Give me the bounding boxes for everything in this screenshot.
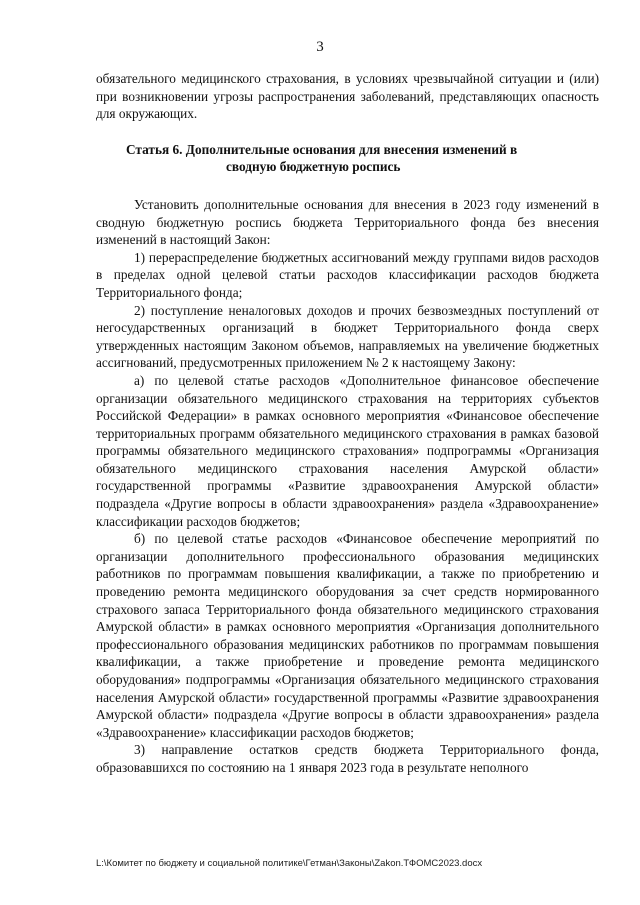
footer-file-path: L:\Комитет по бюджету и социальной политике\Гетман\Законы\Zakon.ТФОМС2023.docx — [96, 858, 483, 869]
paragraph-item-2: 2) поступление неналоговых доходов и прочих безвозмездных поступлений от негосударственных организаций в бюджет Территориального фонда сверх утвержденных настоящим Законом объемов, направляемых на увеличение бюджетных ассигнований, предусмотренных приложением № 2 к настоящему Закону: — [96, 302, 599, 371]
paragraph-intro: Установить дополнительные основания для внесения в 2023 году изменений в сводную бюджетную роспись бюджета Территориального фонда без внесения изменений в настоящий Закон: — [96, 196, 599, 248]
article-heading — [96, 141, 599, 176]
article-heading-line1: Статья 6. Дополнительные основания для внесения изменений в — [126, 141, 518, 157]
paragraph-item-1: 1) перераспределение бюджетных ассигнований между группами видов расходов в пределах одной целевой статьи расходов классификации расходов бюджета Территориального фонда; — [96, 249, 599, 300]
paragraph-item-2b: б) по целевой статье расходов «Финансовое обеспечение мероприятий по организации дополнительного профессионального образования медицинских работников по программам повышения квалификации, а также по приобретению и проведению ремонта медицинского оборудования за счет средств нормированного страхового запаса Территориального фонда обязательного медицинского страхования Амурской области» в рамках основного мероприятия «Организация дополнительного профессионального образования медицинских работников по программам повышения квалификации, а также приобретение и проведение ремонта медицинского оборудования» подпрограммы «Организация обязательного медицинского страхования населения Амурской области» государственной программы «Развитие здравоохранения Амурской области» подраздела «Другие вопросы в области здравоохранения» раздела «Здравоохранение» классификации расходов бюджетов; — [96, 531, 599, 740]
document-body — [96, 70, 599, 777]
paragraph-continued: обязательного медицинского страхования, в условиях чрезвычайной ситуации и (или) при возникновении угрозы распространения заболеваний, представляющих опасность для окружающих. — [96, 71, 599, 122]
paragraph-item-3: 3) направление остатков средств бюджета Территориального фонда, образовавшихся по состоянию на 1 января 2023 года в результате неполного — [96, 742, 599, 775]
article-heading-line2: сводную бюджетную роспись — [226, 159, 401, 175]
paragraph-item-2a: а) по целевой статье расходов «Дополнительное финансовое обеспечение организации обязательного медицинского страхования на территориях субъектов Российской Федерации» в рамках основного мероприятия «Финансовое обеспечение территориальных программ обязательного медицинского страхования в рамках базовой программы обязательного медицинского страхования» подпрограммы «Организация обязательного медицинского страхования населения Амурской области» государственной программы «Развитие здравоохранения Амурской области» подраздела «Другие вопросы в области здравоохранения» раздела «Здравоохранение» классификации расходов бюджетов; — [96, 372, 599, 529]
page-number: 3 — [316, 39, 324, 55]
